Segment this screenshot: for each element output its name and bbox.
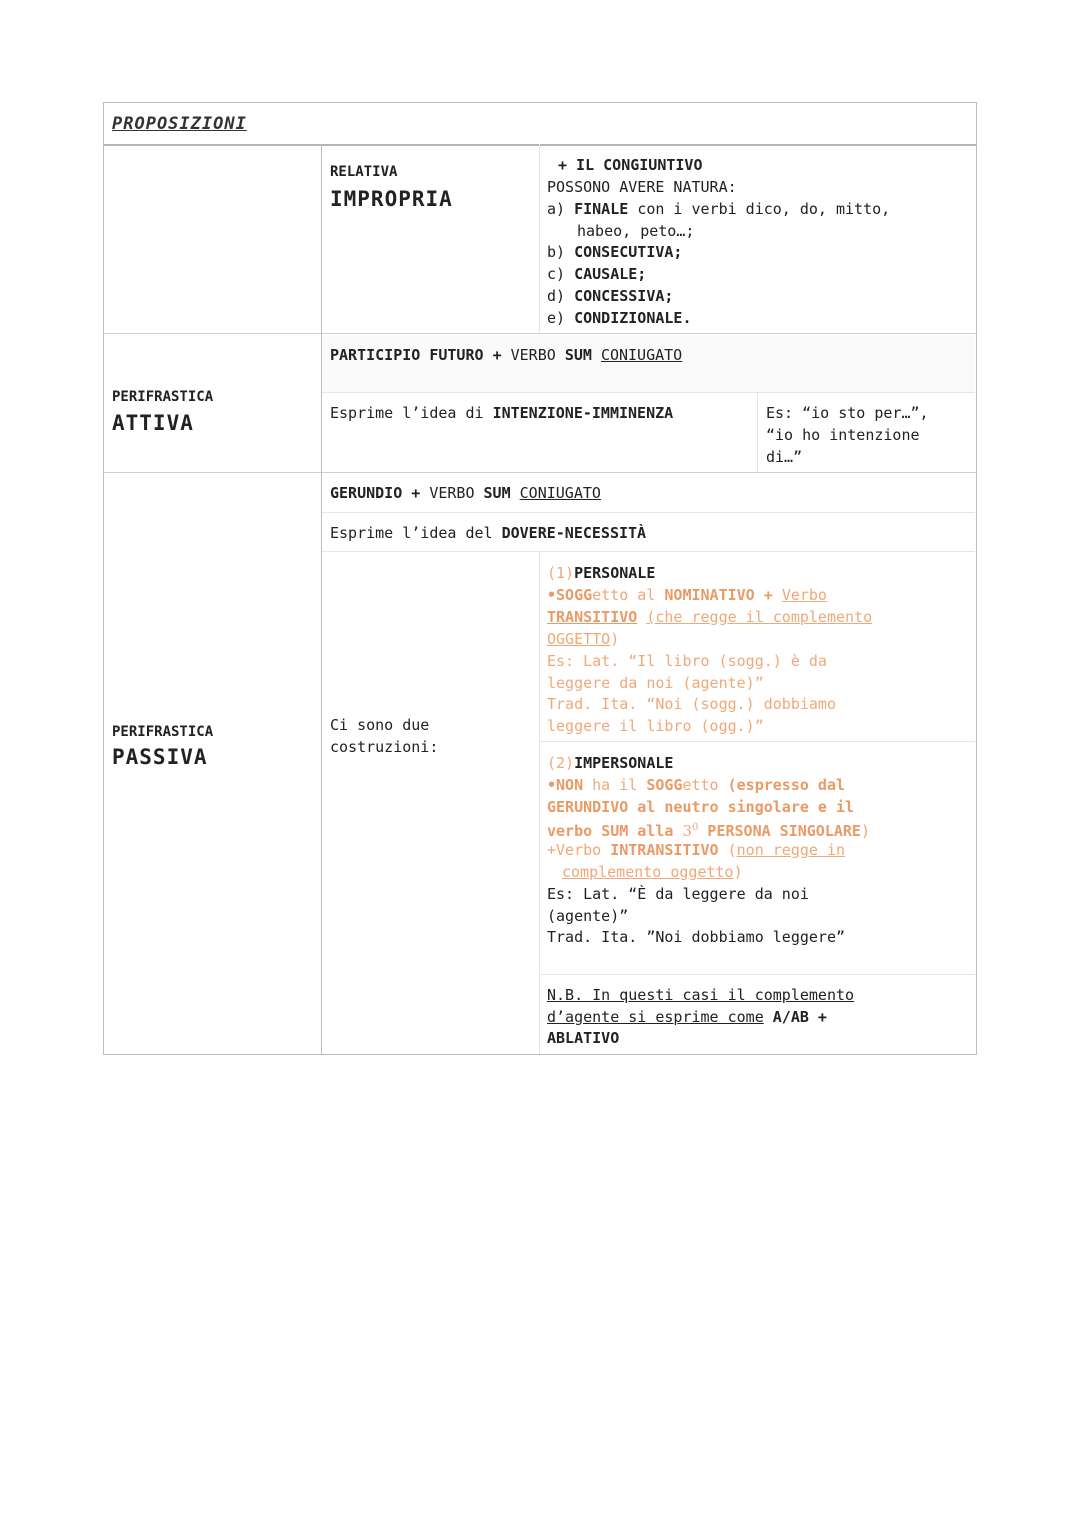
item-e-bold: CONDIZIONALE.: [574, 309, 692, 327]
impersonale-paren2: (: [727, 841, 737, 859]
relativa-item-e: [547, 307, 692, 329]
impersonale-title: IMPERSONALE: [574, 754, 674, 772]
passiva-formula-coniugato: CONIUGATO: [519, 484, 601, 502]
impersonale-non-regge: non regge in: [736, 841, 846, 859]
divider-passiva-2: [322, 551, 975, 552]
personale-bullet: •: [547, 586, 557, 604]
impersonale-trad: Trad. Ita. ”Noi dobbiamo leggere”: [547, 928, 846, 946]
impersonale-line2: GERUNDIVO al neutro singolare e il: [547, 798, 855, 816]
personale-transitivo: TRANSITIVO: [547, 608, 638, 626]
passiva-formula-part1: GERUNDIO: [330, 484, 403, 502]
attiva-idea-bold: INTENZIONE-IMMINENZA: [492, 404, 674, 422]
passiva-formula-sum: SUM: [483, 484, 511, 502]
passiva-formula-plus: +: [411, 484, 421, 502]
divider-passiva-1: [322, 512, 975, 513]
relativa-item-a-cont: habeo, peto…;: [577, 222, 695, 240]
item-c-bold: CAUSALE;: [574, 265, 647, 283]
nb-aab: A/AB +: [772, 1008, 827, 1026]
item-c-prefix: c): [547, 265, 566, 283]
personale-trad2: leggere il libro (ogg.)”: [547, 717, 764, 735]
impersonale-line4: [547, 839, 845, 861]
impersonale-sum: SUM alla: [601, 822, 674, 840]
col-divider-2a: [539, 144, 540, 333]
personale-heading: [547, 562, 655, 584]
personale-etto: etto al: [592, 586, 656, 604]
passiva-label-small: PERIFRASTICA: [112, 724, 214, 740]
relativa-label: RELATIVA: [330, 164, 398, 180]
attiva-formula-verbo: VERBO: [510, 346, 556, 364]
impersonale-sogg: SOGG: [646, 776, 683, 794]
attiva-label-small: PERIFRASTICA: [112, 389, 214, 405]
impersonale-line5: [562, 861, 743, 883]
personale-verbo: Verbo: [781, 586, 827, 604]
due-costruzioni-1: Ci sono due: [330, 716, 430, 734]
attiva-example-3: di…”: [766, 448, 803, 466]
item-d-prefix: d): [547, 287, 566, 305]
attiva-formula-part1: PARTICIPIO FUTURO: [330, 346, 484, 364]
personale-nominativo: NOMINATIVO +: [664, 586, 773, 604]
item-a-prefix: a): [547, 200, 566, 218]
impropria-label: IMPROPRIA: [330, 187, 453, 211]
item-a-bold: FINALE: [574, 200, 629, 218]
col-divider-2b: [539, 551, 540, 1054]
personale-es2: leggere da noi (agente)”: [547, 674, 764, 692]
congiuntivo-text: + IL CONGIUNTIVO: [558, 156, 703, 174]
impersonale-persona: PERSONA SINGOLARE: [707, 822, 861, 840]
relativa-line1: [558, 154, 703, 176]
relativa-item-b: [547, 241, 682, 263]
nb-line3: ABLATIVO: [547, 1029, 620, 1047]
attiva-formula: [330, 344, 682, 366]
personale-line3: [547, 628, 619, 650]
impersonale-ordinal: [682, 822, 698, 840]
passiva-idea-bold: DOVERE-NECESSITÀ: [501, 524, 647, 542]
ordinal-num: 3: [682, 822, 693, 840]
impersonale-intransitivo: INTRANSITIVO: [610, 841, 719, 859]
attiva-example-2: “io ho intenzione: [766, 426, 920, 444]
item-d-bold: CONCESSIVA;: [574, 287, 674, 305]
impersonale-num: (2): [547, 754, 575, 772]
personale-num: (1): [547, 564, 575, 582]
passiva-label-big: PASSIVA: [112, 745, 208, 769]
impersonale-es2: (agente)”: [547, 907, 629, 925]
personale-trad1: Trad. Ita. “Noi (sogg.) dobbiamo: [547, 695, 836, 713]
divider-passiva-4: [540, 974, 975, 975]
item-e-prefix: e): [547, 309, 566, 327]
attiva-formula-plus: +: [492, 346, 502, 364]
impersonale-etto: etto: [682, 776, 719, 794]
personale-line1: [547, 584, 827, 606]
relativa-item-d: [547, 285, 673, 307]
divider-passiva-3: [540, 741, 975, 742]
attiva-example-1: Es: “io sto per…”,: [766, 404, 929, 422]
personale-title: PERSONALE: [574, 564, 656, 582]
personale-paren: (che regge il complemento: [646, 608, 873, 626]
attiva-formula-coniugato: CONIUGATO: [600, 346, 683, 364]
col-divider-3: [757, 392, 758, 472]
impersonale-line1: [547, 774, 845, 796]
item-b-bold: CONSECUTIVA;: [574, 243, 683, 261]
divider-relativa: [103, 333, 977, 334]
impersonale-paren: (espresso dal: [727, 776, 846, 794]
page-title: PROPOSIZIONI: [112, 114, 247, 134]
divider-attiva-1: [322, 392, 975, 393]
attiva-formula-sum: SUM: [564, 346, 592, 364]
col-divider-1: [321, 144, 322, 1054]
header-divider: [103, 144, 977, 146]
grammar-table: [103, 102, 977, 1055]
impersonale-heading: [547, 752, 673, 774]
impersonale-close2: ): [733, 863, 743, 881]
impersonale-close: ): [860, 822, 870, 840]
personale-oggetto: OGGETTO: [547, 630, 611, 648]
personale-sogg: SOGG: [556, 586, 593, 604]
personale-es1: Es: Lat. “Il libro (sogg.) è da: [547, 652, 827, 670]
nb-agente: d’agente si esprime come: [547, 1008, 764, 1026]
passiva-idea: [330, 522, 646, 544]
attiva-label-big: ATTIVA: [112, 411, 194, 435]
impersonale-es1: Es: Lat. “È da leggere da noi: [547, 885, 809, 903]
impersonale-verbo2: Verbo: [556, 841, 602, 859]
attiva-idea: [330, 402, 673, 424]
nb-line2: [547, 1006, 827, 1028]
passiva-formula-verbo: VERBO: [429, 484, 475, 502]
impersonale-non: •NON: [547, 776, 584, 794]
attiva-idea-prefix: Esprime l’idea di: [330, 404, 484, 422]
nb-line1: N.B. In questi casi il complemento: [547, 986, 855, 1004]
personale-close: ): [610, 630, 620, 648]
divider-attiva: [103, 472, 977, 473]
impersonale-plus: +: [547, 841, 557, 859]
impersonale-compl: complemento oggetto: [562, 863, 734, 881]
impersonale-verbo: verbo: [547, 822, 593, 840]
due-costruzioni-2: costruzioni:: [330, 738, 439, 756]
relativa-item-c: [547, 263, 646, 285]
relativa-line2: POSSONO AVERE NATURA:: [547, 178, 737, 196]
personale-line2: [547, 606, 872, 628]
passiva-formula: [330, 482, 601, 504]
passiva-idea-prefix: Esprime l’idea del: [330, 524, 493, 542]
impersonale-ha: ha il: [592, 776, 638, 794]
ordinal-sup: 0: [692, 822, 699, 833]
relativa-item-a: [547, 198, 890, 220]
item-a-rest: con i verbi dico, do, mitto,: [637, 200, 891, 218]
item-b-prefix: b): [547, 243, 566, 261]
